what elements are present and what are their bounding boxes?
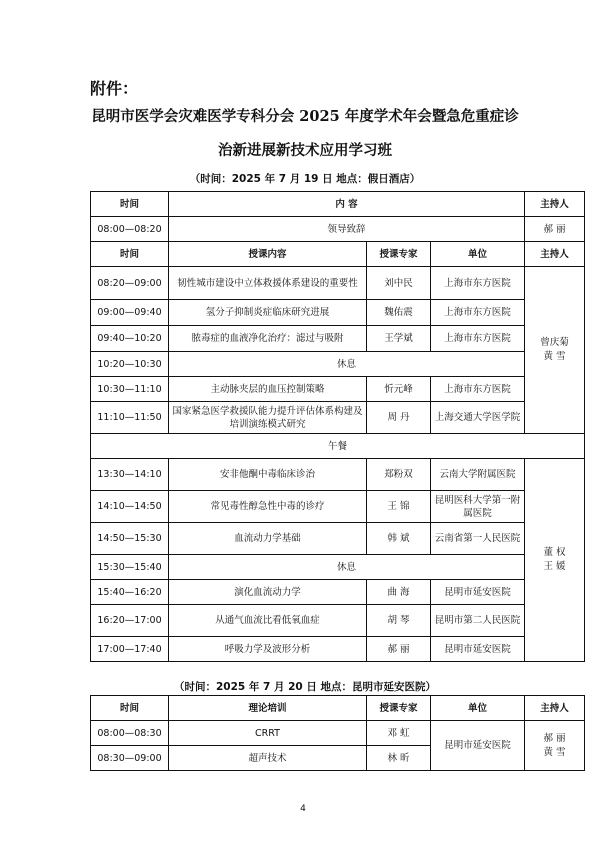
row-time: 08:20—09:00: [91, 267, 169, 300]
header-time: 时间: [91, 696, 169, 721]
header-host: 主持人: [525, 242, 585, 267]
header-time: 时间: [91, 192, 169, 217]
row-time: 16:20—17:00: [91, 605, 169, 637]
row-topic: 国家紧急医学救援队能力提升评估体系构建及培训演练模式研究: [169, 402, 367, 434]
header-host: 主持人: [525, 192, 585, 217]
header-unit: 单位: [431, 696, 525, 721]
header-topic: 理论培训: [169, 696, 367, 721]
table-row: [91, 402, 585, 434]
header-expert: 授课专家: [367, 696, 431, 721]
row-expert: 王 锦: [367, 491, 431, 523]
header-time: 时间: [91, 242, 169, 267]
row-time: 15:40—16:20: [91, 580, 169, 605]
table-row: [91, 434, 585, 459]
table-row: [91, 555, 585, 580]
row-topic: 氢分子抑制炎症临床研究进展: [169, 300, 367, 326]
row-unit: 上海市东方医院: [431, 326, 525, 352]
row-topic: 韧性城市建设中立体救援体系建设的重要性: [169, 267, 367, 300]
day1-schedule-table: [90, 191, 585, 662]
row-time: 08:30—09:00: [91, 746, 169, 771]
row-expert: 王学斌: [367, 326, 431, 352]
row-unit: 上海市东方医院: [431, 377, 525, 402]
table-row: [91, 267, 585, 300]
row-unit: 云南省第一人民医院: [431, 523, 525, 555]
row-topic: 呼吸力学及波形分析: [169, 637, 367, 662]
table-row: [91, 377, 585, 402]
row-expert: 胡 琴: [367, 605, 431, 637]
row-topic: 主动脉夹层的血压控制策略: [169, 377, 367, 402]
table-row: [91, 580, 585, 605]
row-topic: 超声技术: [169, 746, 367, 771]
table-row: [91, 491, 585, 523]
table-row: [91, 217, 585, 242]
day1-time-location: （时间：2025 年 7 月 19 日 地点：假日酒店）: [189, 173, 421, 185]
row-topic: 安非他酮中毒临床诊治: [169, 459, 367, 491]
day2-time-location: （时间：2025 年 7 月 20 日 地点：昆明市延安医院）: [173, 681, 437, 693]
row-time: 17:00—17:40: [91, 637, 169, 662]
block1-host: 曾庆菊 黄 雪: [525, 267, 585, 434]
row-time: 08:00—08:30: [91, 721, 169, 746]
row-unit: 上海交通大学医学院: [431, 402, 525, 434]
row-expert: 曲 海: [367, 580, 431, 605]
row-time: 08:00—08:20: [91, 217, 169, 242]
row-unit: 昆明市延安医院: [431, 580, 525, 605]
table-row: [91, 605, 585, 637]
header-host: 主持人: [525, 696, 585, 721]
page-number: 4: [300, 804, 306, 814]
header-unit: 单位: [431, 242, 525, 267]
row-time: 11:10—11:50: [91, 402, 169, 434]
row-topic: 脓毒症的血液净化治疗：滤过与吸附: [169, 326, 367, 352]
block2-host: 董 权 王 媛: [525, 459, 585, 662]
row-break: 休息: [169, 352, 525, 377]
day2-host: 郝 丽 黄 雪: [525, 721, 585, 771]
row-time: 15:30—15:40: [91, 555, 169, 580]
row-expert: 韩 斌: [367, 523, 431, 555]
row-unit: 昆明市第二人民医院: [431, 605, 525, 637]
row-unit: 昆明市延安医院: [431, 637, 525, 662]
row-topic: 常见毒性醇急性中毒的诊疗: [169, 491, 367, 523]
row-topic: 演化血流动力学: [169, 580, 367, 605]
document-title-line1: 昆明市医学会灾难医学专科分会 2025 年度学术年会暨急危重症诊: [91, 108, 519, 125]
row-content: 领导致辞: [169, 217, 525, 242]
attachment-label: 附件：: [90, 79, 139, 98]
row-expert: 忻元峰: [367, 377, 431, 402]
day2-unit: 昆明市延安医院: [431, 721, 525, 771]
row-topic: CRRT: [169, 721, 367, 746]
row-time: 10:20—10:30: [91, 352, 169, 377]
row-time: 14:50—15:30: [91, 523, 169, 555]
row-time: 09:40—10:20: [91, 326, 169, 352]
row-host: 郝 丽: [525, 217, 585, 242]
header-topic: 授课内容: [169, 242, 367, 267]
row-unit: 昆明医科大学第一附属医院: [431, 491, 525, 523]
row-break: 休息: [169, 555, 525, 580]
row-expert: 邓 虹: [367, 721, 431, 746]
row-unit: 上海市东方医院: [431, 267, 525, 300]
row-unit: 上海市东方医院: [431, 300, 525, 326]
table-row: [91, 523, 585, 555]
document-title-line2: 治新进展新技术应用学习班: [218, 142, 392, 159]
day2-schedule-table: [90, 695, 585, 771]
row-expert: 郝 丽: [367, 637, 431, 662]
row-expert: 林 昕: [367, 746, 431, 771]
row-expert: 周 丹: [367, 402, 431, 434]
row-topic: 从通气血流比看低氧血症: [169, 605, 367, 637]
row-unit: 云南大学附属医院: [431, 459, 525, 491]
header-content: 内 容: [169, 192, 525, 217]
table-row: [91, 459, 585, 491]
row-expert: 刘中民: [367, 267, 431, 300]
table-row: [91, 352, 585, 377]
row-topic: 血流动力学基础: [169, 523, 367, 555]
row-time: 10:30—11:10: [91, 377, 169, 402]
row-expert: 魏佑震: [367, 300, 431, 326]
row-expert: 郑粉双: [367, 459, 431, 491]
row-time: 14:10—14:50: [91, 491, 169, 523]
row-time: 13:30—14:10: [91, 459, 169, 491]
table-row: [91, 300, 585, 326]
table-row: [91, 721, 585, 746]
table-row: [91, 326, 585, 352]
table-row: [91, 637, 585, 662]
header-expert: 授课专家: [367, 242, 431, 267]
row-lunch: 午餐: [91, 434, 585, 459]
row-time: 09:00—09:40: [91, 300, 169, 326]
